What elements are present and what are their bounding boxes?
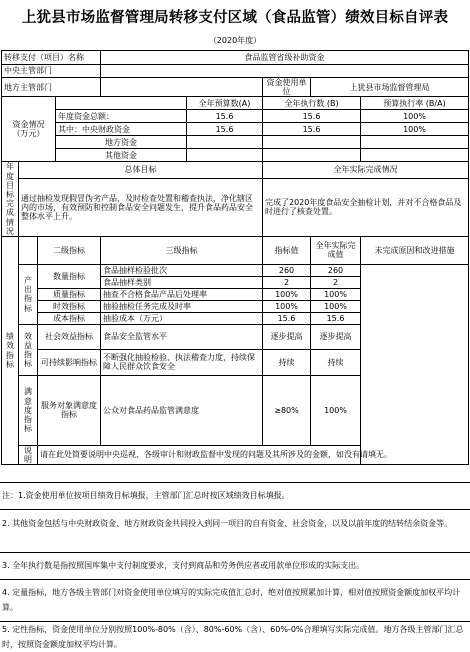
evaluation-table [1,50,469,465]
annual-goal-label: 年度目标完成情况 [2,162,19,237]
indicator-l3: 不断强化抽验检验、执法稽查力度，持续保障人民群众饮食安全 [101,349,263,375]
indicator-actual: 15.6 [311,312,361,324]
indicator-l2: 时效指标 [38,300,101,312]
indicator-l3: 食品抽样类别 [101,276,263,288]
funds-row-label: 年度资金总额： [56,110,187,123]
funds-row [2,149,469,162]
central-dept-label: 中央主管部门 [2,65,101,78]
divider [0,552,470,553]
funds-rate-value [361,149,469,162]
actual-completion-header: 全年实际完成情况 [263,162,469,178]
satisfaction-indicators-label: 满意度指标 [19,375,38,445]
indicator-actual: 100% [311,375,361,445]
indicator-actual: 逐步提高 [311,324,361,349]
funds-row [2,136,469,149]
local-dept-row [2,78,469,97]
indicator-l3: 食品安全监管水平 [101,324,263,349]
indicator-l3: 抽验成本（万元） [101,312,263,324]
indicator-target: 2 [263,276,311,288]
indicator-l2: 质量指标 [38,288,101,300]
output-indicators-label: 产出指标 [19,264,38,324]
local-dept-value [101,78,263,97]
effect-indicators-label: 效益指标 [19,324,38,375]
project-row [2,51,469,65]
indicator-l2: 数量指标 [38,264,101,288]
explanation-row [2,445,469,464]
project-name-label: 转移支付（项目）名称 [2,51,101,65]
overall-goal-text: 通过抽检发现假冒伪劣产品，及时检查处置和稽查执法，净化辖区内的市场，有效预防和控制食品安全问题发生，提升食品药品安全整体水平上升。 [19,178,263,236]
indicator-actual: 100% [311,288,361,300]
funds-section-label: 资金情况 （万元） [2,97,56,162]
funds-executed-value: 15.6 [263,123,361,136]
funds-row-label: 其中：中央财政资金 [56,123,187,136]
indicator-actual: 持续 [311,349,361,375]
level2-header: 二级指标 [38,236,101,264]
explanation-label: 说明 [19,445,38,464]
central-dept-row [2,65,469,78]
indicator-target: ≥80% [263,375,311,445]
indicator-l3: 抽查不合格食品产品后处理率 [101,288,263,300]
funds-row-label: 其他资金 [56,149,187,162]
indicator-actual: 260 [311,264,361,276]
indicator-l2: 社会效益指标 [38,324,101,349]
page-title: 上犹县市场监督管理局转移支付区域（食品监管）绩效目标自评表 [21,10,449,26]
divider [0,579,470,580]
indicator-l3: 公众对食品药品监管满意度 [101,375,263,445]
note-item: 5. 定性指标，资金使用单位分别按照100%-80%（含）、80%-60%（含）、60%-0%合理填写实际完成值。地方各级主管部门汇总时，按照资金额度加权平均计算。 [2,625,464,649]
indicator-l2: 可持续影响指标 [38,349,101,375]
fund-user-label: 资金使用单位 [263,78,311,97]
fund-user-value: 上犹县市场监督管理局 [311,78,469,97]
funds-budget-value: 15.6 [187,110,263,123]
executed-header: 全年执行数 (B) [263,97,361,110]
note-item: 3. 全年执行数是指按照国库集中支付制度要求，支付到商品和劳务供应者或用款单位形成的实际支出。 [2,561,365,570]
central-dept-value [101,65,469,78]
project-name-value: 食品监管省级补助资金 [101,51,469,65]
rate-header: 预算执行率 (B/A) [361,97,469,110]
indicator-actual: 2 [311,276,361,288]
goal-content-row [2,178,469,236]
actual-completion-text: 完成了2020年度食品安全抽检计划，并对不合格食品及时进行了核查处置。 [263,178,469,236]
indicator-row [2,264,469,276]
indicator-target: 15.6 [263,312,311,324]
indicator-target: 持续 [263,349,311,375]
funds-header-row [2,97,469,110]
reason-header: 未完成原因和改进措施 [361,236,469,264]
funds-rate-value [361,136,469,149]
funds-rate-value: 100% [361,110,469,123]
note-item: 4. 定量指标，地方各级主管部门对资金使用单位填写的实际完成值汇总时，绝对值按照累加计算，相对值按照资金额度加权平均计算。 [2,588,461,612]
indicator-target: 100% [263,300,311,312]
indicator-target: 100% [263,288,311,300]
indicator-target: 逐步提高 [263,324,311,349]
funds-row-label: 地方资金 [56,136,187,149]
indicator-l3: 食品抽样检验批次 [101,264,263,276]
year-label: （2020年度） [208,36,262,45]
overall-goal-header: 总体目标 [19,162,263,178]
actual-value-header: 全年实际完成值 [311,236,361,264]
funds-rate-value: 100% [361,123,469,136]
funds-executed-value [263,136,361,149]
note-item: 2. 其他资金包括与中央财政资金、地方财政资金共同投入到同一项目的自有资金、社会资金，以及以前年度的结转结余资金等。 [2,519,453,528]
indicator-target: 260 [263,264,311,276]
notes-section [0,482,470,652]
level3-header: 三级指标 [101,236,263,264]
indicator-l3: 抽验抽检任务完成及时率 [101,300,263,312]
explanation-text: 请在此处简要说明中央巡视、各级审计和财政监督中发现的问题及其所涉及的金额，如没有请填无。 [38,445,469,464]
funds-row [2,123,469,136]
funds-executed-value: 15.6 [263,110,361,123]
performance-indicators-label: 绩效指标 [2,236,19,464]
local-dept-label: 地方主管部门 [2,78,101,97]
funds-budget-value [187,149,263,162]
funds-row [2,110,469,123]
goal-header-row [2,162,469,178]
divider [0,482,470,483]
funds-executed-value [263,149,361,162]
indicator-actual: 100% [311,300,361,312]
indicator-l2: 服务对象满意度指标 [38,375,101,445]
divider [0,509,470,510]
funds-budget-value [187,136,263,149]
indicator-header-row [2,236,469,264]
note-item: 注：1.资金使用单位按项目绩效目标填报，主管部门汇总时按区域绩效目标填报。 [2,491,290,500]
reason-cell [361,264,469,464]
indicator-l2: 成本指标 [38,312,101,324]
target-value-header: 指标值 [263,236,311,264]
funds-budget-value: 15.6 [187,123,263,136]
budget-header: 全年预算数(A) [187,97,263,110]
